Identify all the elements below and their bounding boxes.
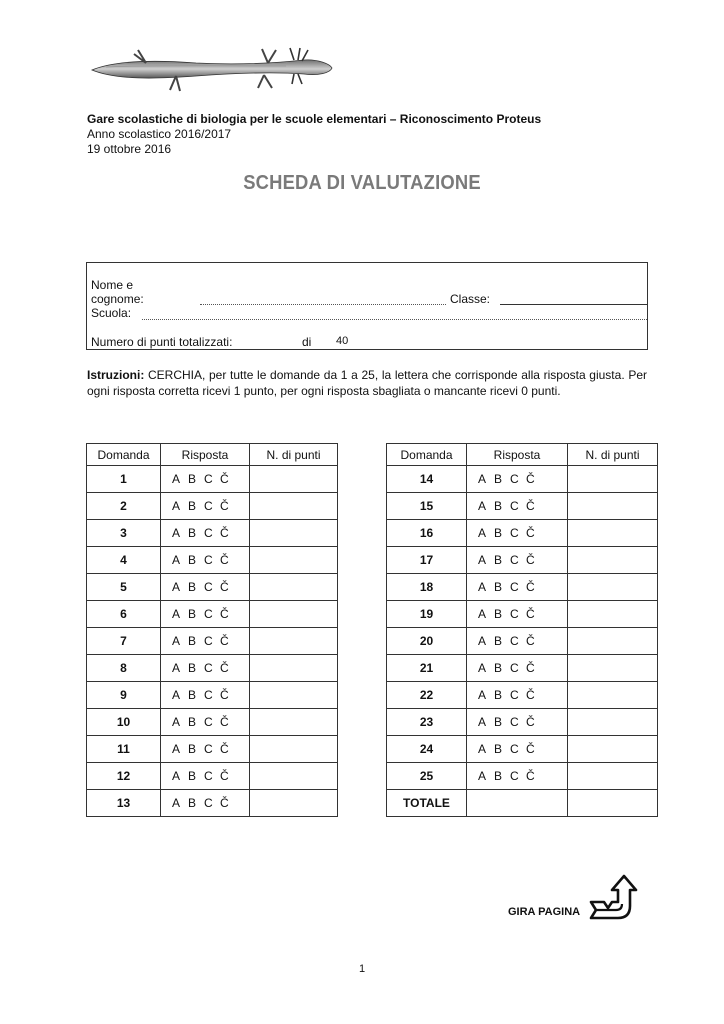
max-points: 40 <box>336 335 349 347</box>
answer-option[interactable]: A <box>172 634 181 648</box>
question-number: 6 <box>87 601 161 628</box>
table-row <box>87 709 338 736</box>
question-number: 8 <box>87 655 161 682</box>
answer-option[interactable]: Č <box>526 742 536 756</box>
header-question: Domanda <box>87 444 161 466</box>
answer-option[interactable]: A <box>478 715 487 729</box>
table-row <box>387 574 658 601</box>
points-label: Numero di punti totalizzati: <box>91 335 233 349</box>
answer-options <box>467 763 568 790</box>
answer-option[interactable]: Č <box>220 796 230 810</box>
table-row <box>87 493 338 520</box>
answer-table-right <box>386 443 658 817</box>
table-header-row <box>87 444 338 466</box>
competition-title: Gare scolastiche di biologia per le scuole elementari – Riconoscimento Proteus <box>87 112 542 126</box>
instructions-text: CERCHIA, per tutte le domande da 1 a 25, la lettera che corrisponde alla risposta giusta. Per ogni risposta corretta ricevi 1 punto, per ogni risposta sbagliata o mancante ricevi 0 punti. <box>87 368 647 398</box>
answer-option[interactable]: Č <box>220 580 230 594</box>
answer-option[interactable]: C <box>510 607 520 621</box>
answer-options <box>467 628 568 655</box>
answer-option[interactable]: Č <box>526 526 536 540</box>
answer-option[interactable]: B <box>494 580 503 594</box>
answer-option[interactable]: Č <box>526 715 536 729</box>
answer-option[interactable]: B <box>494 526 503 540</box>
question-number: 22 <box>387 682 467 709</box>
turn-page-arrow-icon <box>588 872 644 922</box>
table-row <box>87 601 338 628</box>
answer-option[interactable]: B <box>188 499 197 513</box>
table-row <box>87 466 338 493</box>
name-label-line1: Nome e <box>91 278 134 292</box>
instructions <box>87 367 647 399</box>
answer-option[interactable]: C <box>204 580 214 594</box>
answer-option[interactable]: Č <box>220 499 230 513</box>
answer-option[interactable]: C <box>510 661 520 675</box>
question-number: 11 <box>87 736 161 763</box>
question-number: 18 <box>387 574 467 601</box>
points-cell[interactable] <box>568 763 658 790</box>
answer-option[interactable]: A <box>478 688 487 702</box>
answer-options <box>161 520 250 547</box>
answer-option[interactable]: A <box>478 499 487 513</box>
table-row <box>387 547 658 574</box>
proteus-logo <box>86 36 336 102</box>
answer-option[interactable]: C <box>204 526 214 540</box>
answer-option[interactable]: Č <box>220 526 230 540</box>
question-number: 14 <box>387 466 467 493</box>
points-cell[interactable] <box>568 466 658 493</box>
of-label: di <box>302 335 312 349</box>
answer-option[interactable]: C <box>510 499 520 513</box>
answer-option[interactable]: C <box>204 607 214 621</box>
points-cell[interactable] <box>250 601 338 628</box>
question-number: 25 <box>387 763 467 790</box>
table-row <box>87 628 338 655</box>
answer-options <box>467 520 568 547</box>
answer-option[interactable]: A <box>172 715 181 729</box>
answer-option[interactable]: C <box>510 526 520 540</box>
question-number: 12 <box>87 763 161 790</box>
answer-option[interactable]: B <box>188 634 197 648</box>
answer-option[interactable]: Č <box>220 607 230 621</box>
answer-options <box>161 682 250 709</box>
table-row <box>387 520 658 547</box>
table-row <box>387 628 658 655</box>
answer-options <box>161 547 250 574</box>
question-number: 5 <box>87 574 161 601</box>
date: 19 ottobre 2016 <box>87 142 172 156</box>
header-points: N. di punti <box>568 444 658 466</box>
answer-option[interactable]: Č <box>220 553 230 567</box>
points-cell[interactable] <box>250 547 338 574</box>
answer-option[interactable]: A <box>172 607 181 621</box>
question-number: 4 <box>87 547 161 574</box>
question-number: 24 <box>387 736 467 763</box>
instructions-label: Istruzioni: <box>87 368 145 382</box>
header-points: N. di punti <box>250 444 338 466</box>
table-row <box>87 682 338 709</box>
table-row <box>387 709 658 736</box>
answer-option[interactable]: C <box>204 688 214 702</box>
table-row <box>387 655 658 682</box>
answer-option[interactable]: Č <box>220 634 230 648</box>
question-number: 13 <box>87 790 161 817</box>
answer-option[interactable]: C <box>204 499 214 513</box>
table-row <box>387 466 658 493</box>
answer-options <box>467 682 568 709</box>
answer-option[interactable]: A <box>172 580 181 594</box>
answer-option[interactable]: A <box>172 472 181 486</box>
answer-option[interactable]: Č <box>220 688 230 702</box>
answer-option[interactable]: B <box>494 553 503 567</box>
points-cell[interactable] <box>568 736 658 763</box>
table-row <box>87 520 338 547</box>
answer-options <box>467 709 568 736</box>
answer-options <box>467 547 568 574</box>
turn-page-label: GIRA PAGINA <box>508 906 581 918</box>
points-cell[interactable] <box>250 655 338 682</box>
points-cell[interactable] <box>568 655 658 682</box>
answer-option[interactable]: B <box>188 580 197 594</box>
answer-option[interactable]: A <box>478 580 487 594</box>
answer-option[interactable]: C <box>510 634 520 648</box>
question-number: 23 <box>387 709 467 736</box>
answer-option[interactable]: C <box>204 742 214 756</box>
answer-option[interactable]: Č <box>220 769 230 783</box>
points-cell[interactable] <box>568 709 658 736</box>
table-row <box>87 655 338 682</box>
page-number: 1 <box>358 963 366 975</box>
answer-option[interactable]: B <box>494 661 503 675</box>
class-field[interactable] <box>500 304 647 305</box>
answer-option[interactable]: C <box>204 472 214 486</box>
answer-option[interactable]: B <box>494 715 503 729</box>
answer-option[interactable]: B <box>494 634 503 648</box>
answer-options <box>161 736 250 763</box>
table-row <box>387 682 658 709</box>
answer-options <box>467 574 568 601</box>
points-cell[interactable] <box>568 628 658 655</box>
points-cell[interactable] <box>250 493 338 520</box>
name-field[interactable] <box>200 304 446 305</box>
points-cell[interactable] <box>568 574 658 601</box>
answer-option[interactable]: C <box>204 553 214 567</box>
answer-option[interactable]: A <box>172 769 181 783</box>
points-cell[interactable] <box>250 574 338 601</box>
answer-option[interactable]: B <box>494 769 503 783</box>
school-year: Anno scolastico 2016/2017 <box>87 127 232 141</box>
points-cell[interactable] <box>568 493 658 520</box>
answer-option[interactable]: C <box>510 688 520 702</box>
answer-options <box>161 466 250 493</box>
points-cell[interactable] <box>568 547 658 574</box>
header-answer: Risposta <box>467 444 568 466</box>
points-cell[interactable] <box>250 520 338 547</box>
answer-option[interactable]: C <box>510 472 520 486</box>
total-answer-cell <box>467 790 568 817</box>
answer-option[interactable]: Č <box>220 661 230 675</box>
answer-option[interactable]: C <box>204 661 214 675</box>
answer-options <box>161 574 250 601</box>
answer-option[interactable]: B <box>188 526 197 540</box>
answer-option[interactable]: B <box>188 796 197 810</box>
question-number: 15 <box>387 493 467 520</box>
table-row <box>387 493 658 520</box>
answer-option[interactable]: A <box>478 634 487 648</box>
answer-option[interactable]: B <box>188 553 197 567</box>
question-number: 19 <box>387 601 467 628</box>
question-number: 10 <box>87 709 161 736</box>
table-row <box>87 547 338 574</box>
answer-option[interactable]: Č <box>526 580 536 594</box>
answer-option[interactable]: A <box>172 688 181 702</box>
table-row <box>87 574 338 601</box>
answer-option[interactable]: A <box>478 661 487 675</box>
answer-option[interactable]: Č <box>526 769 536 783</box>
answer-option[interactable]: Č <box>220 715 230 729</box>
answer-option[interactable]: C <box>510 742 520 756</box>
answer-option[interactable]: C <box>510 580 520 594</box>
answer-options <box>161 763 250 790</box>
answer-option[interactable]: A <box>172 742 181 756</box>
points-cell[interactable] <box>250 466 338 493</box>
answer-options <box>161 790 250 817</box>
answer-option[interactable]: A <box>172 499 181 513</box>
answer-option[interactable]: B <box>188 688 197 702</box>
question-number: 2 <box>87 493 161 520</box>
points-cell[interactable] <box>568 682 658 709</box>
answer-option[interactable]: B <box>494 688 503 702</box>
answer-option[interactable]: B <box>494 742 503 756</box>
answer-options <box>161 628 250 655</box>
table-header-row <box>387 444 658 466</box>
points-cell[interactable] <box>250 736 338 763</box>
question-number: 3 <box>87 520 161 547</box>
answer-option[interactable]: A <box>478 607 487 621</box>
question-number: 9 <box>87 682 161 709</box>
table-row <box>87 790 338 817</box>
name-label-line2: cognome: <box>91 292 144 306</box>
answer-option[interactable]: A <box>172 526 181 540</box>
question-number: 1 <box>87 466 161 493</box>
points-cell[interactable] <box>250 709 338 736</box>
table-row <box>87 736 338 763</box>
answer-option[interactable]: Č <box>220 472 230 486</box>
answer-option[interactable]: B <box>494 472 503 486</box>
answer-options <box>161 655 250 682</box>
answer-option[interactable]: B <box>494 607 503 621</box>
answer-options <box>161 601 250 628</box>
answer-option[interactable]: A <box>478 742 487 756</box>
answer-option[interactable]: C <box>204 769 214 783</box>
points-cell[interactable] <box>568 601 658 628</box>
question-number: 16 <box>387 520 467 547</box>
table-row <box>387 736 658 763</box>
answer-option[interactable]: C <box>204 715 214 729</box>
answer-option[interactable]: B <box>494 499 503 513</box>
question-number: 17 <box>387 547 467 574</box>
answer-options <box>161 709 250 736</box>
answer-option[interactable]: A <box>172 661 181 675</box>
answer-options <box>161 493 250 520</box>
answer-option[interactable]: Č <box>526 553 536 567</box>
school-label: Scuola: <box>91 306 132 320</box>
answer-options <box>467 736 568 763</box>
points-cell[interactable] <box>250 628 338 655</box>
answer-options <box>467 655 568 682</box>
answer-option[interactable]: C <box>204 634 214 648</box>
header-answer: Risposta <box>161 444 250 466</box>
answer-option[interactable]: A <box>172 796 181 810</box>
answer-option[interactable]: B <box>188 472 197 486</box>
answer-option[interactable]: B <box>188 607 197 621</box>
total-row <box>387 790 658 817</box>
answer-option[interactable]: A <box>478 526 487 540</box>
answer-options <box>467 601 568 628</box>
class-label: Classe: <box>450 292 491 306</box>
answer-option[interactable]: Č <box>526 607 536 621</box>
points-cell[interactable] <box>250 763 338 790</box>
answer-option[interactable]: C <box>204 796 214 810</box>
points-cell[interactable] <box>568 520 658 547</box>
answer-option[interactable]: C <box>510 553 520 567</box>
question-number: 7 <box>87 628 161 655</box>
page-title: SCHEDA DI VALUTAZIONE <box>243 172 481 194</box>
answer-option[interactable]: Č <box>220 742 230 756</box>
table-row <box>387 763 658 790</box>
answer-option[interactable]: B <box>188 742 197 756</box>
answer-option[interactable]: B <box>188 715 197 729</box>
answer-option[interactable]: B <box>188 661 197 675</box>
answer-option[interactable]: A <box>172 553 181 567</box>
answer-option[interactable]: Č <box>526 661 536 675</box>
answer-option[interactable]: Č <box>526 499 536 513</box>
answer-option[interactable]: C <box>510 769 520 783</box>
table-row <box>87 763 338 790</box>
answer-option[interactable]: A <box>478 472 487 486</box>
answer-option[interactable]: Č <box>526 634 536 648</box>
school-field[interactable] <box>142 319 647 320</box>
answer-option[interactable]: Č <box>526 472 536 486</box>
answer-option[interactable]: A <box>478 769 487 783</box>
answer-option[interactable]: A <box>478 553 487 567</box>
points-cell[interactable] <box>250 790 338 817</box>
header-question: Domanda <box>387 444 467 466</box>
answer-option[interactable]: B <box>188 769 197 783</box>
points-cell[interactable] <box>250 682 338 709</box>
answer-table-left <box>86 443 338 817</box>
question-number: 20 <box>387 628 467 655</box>
answer-options <box>467 466 568 493</box>
total-points-cell[interactable] <box>568 790 658 817</box>
question-number: 21 <box>387 655 467 682</box>
answer-option[interactable]: C <box>510 715 520 729</box>
table-row <box>387 601 658 628</box>
answer-options <box>467 493 568 520</box>
answer-option[interactable]: Č <box>526 688 536 702</box>
total-label: TOTALE <box>387 790 467 817</box>
